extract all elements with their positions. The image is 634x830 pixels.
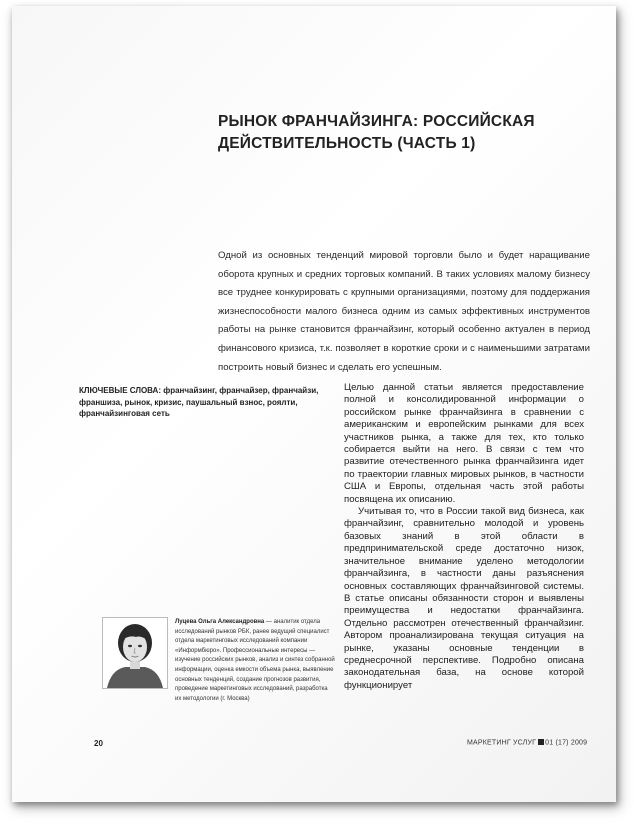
page-number: 20 <box>94 739 103 748</box>
journal-footer <box>467 739 587 747</box>
body-paragraph-2: Учитывая то, что в России такой вид бизнеса, как франчайзинг, сравнительно молодой и уровень базовых знаний в этой области в предпринимательской среде достаточно низок, значительное внимание уделено методологии франчайзинга, в частности даны разъяснения основных составляющих франчайзинговой системы. В статье описаны обязанности сторон и выявлены преимущества и недостатки франчайзинга. Отдельно рассмотрен отечественный франчайзинг. Автором проанализирована текущая ситуация на рынке, указаны основные тенденции в среднесрочной перспективе. Подробно описана законодательная база, на основе которой функционирует <box>344 506 584 691</box>
author-name: Луцева Ольга Александровна <box>175 619 265 625</box>
magazine-page <box>12 6 616 802</box>
article-lead: Одной из основных тенденций мировой торговли было и будет наращивание оборота крупных и средних торговых компаний. В таких условиях малому бизнесу все труднее конкурировать с крупными организациями, поэтому для поддержания жизнеспособности малого бизнеса одним из самых эффективных инструментов работы на рынке становится франчайзинг, который особенно актуален в период финансового кризиса, т.к. позволяет в короткие сроки и с наименьшими затратами построить новый бизнес и сделать его успешным. <box>218 250 590 373</box>
author-portrait-image <box>103 618 167 688</box>
keywords: КЛЮЧЕВЫЕ СЛОВА: франчайзинг, франчайзер, франчайзи, франшиза, рынок, кризис, паушальный взнос, роялти, франчайзинговая сеть <box>79 386 319 418</box>
article-title-line-1: РЫНОК ФРАНЧАЙЗИНГА: РОССИЙСКАЯ <box>218 113 535 130</box>
journal-name: МАРКЕТИНГ УСЛУГ <box>467 739 537 747</box>
author-bio: — аналитик отдела исследований рынков РБК, ранее ведущий специалист отдела маркетинговых исследований компании «Информбюро». Профессиональные интересы — изучение российских рынков, анализ и синтез собранной информации, оценка емкости объема рынка, выявление основных тенденций, создание прогнозов развития, проведение маркетинговых исследований, разработка их методологии (г. Москва) <box>175 619 335 702</box>
author-photo <box>102 617 168 689</box>
article-body <box>344 382 584 692</box>
article-title-line-2: ДЕЙСТВИТЕЛЬНОСТЬ (ЧАСТЬ 1) <box>218 135 476 152</box>
body-paragraph-1: Целью данной статьи является предоставление полной и консолидированной информации о российском рынке франчайзинга в сравнении с американским и европейским рынками для всех участников рынка, а также для тех, кто только собирается выйти на него. В связи с тем что развитие отечественного рынка франчайзинга идет по траектории главных мировых рынков, в частности США и Европы, отдельная часть этой работы посвящена их описанию. <box>344 382 584 505</box>
author-bio-block <box>175 618 335 704</box>
journal-issue: 01 (17) 2009 <box>545 739 588 747</box>
article-title <box>218 111 578 155</box>
square-separator-icon <box>538 739 544 745</box>
